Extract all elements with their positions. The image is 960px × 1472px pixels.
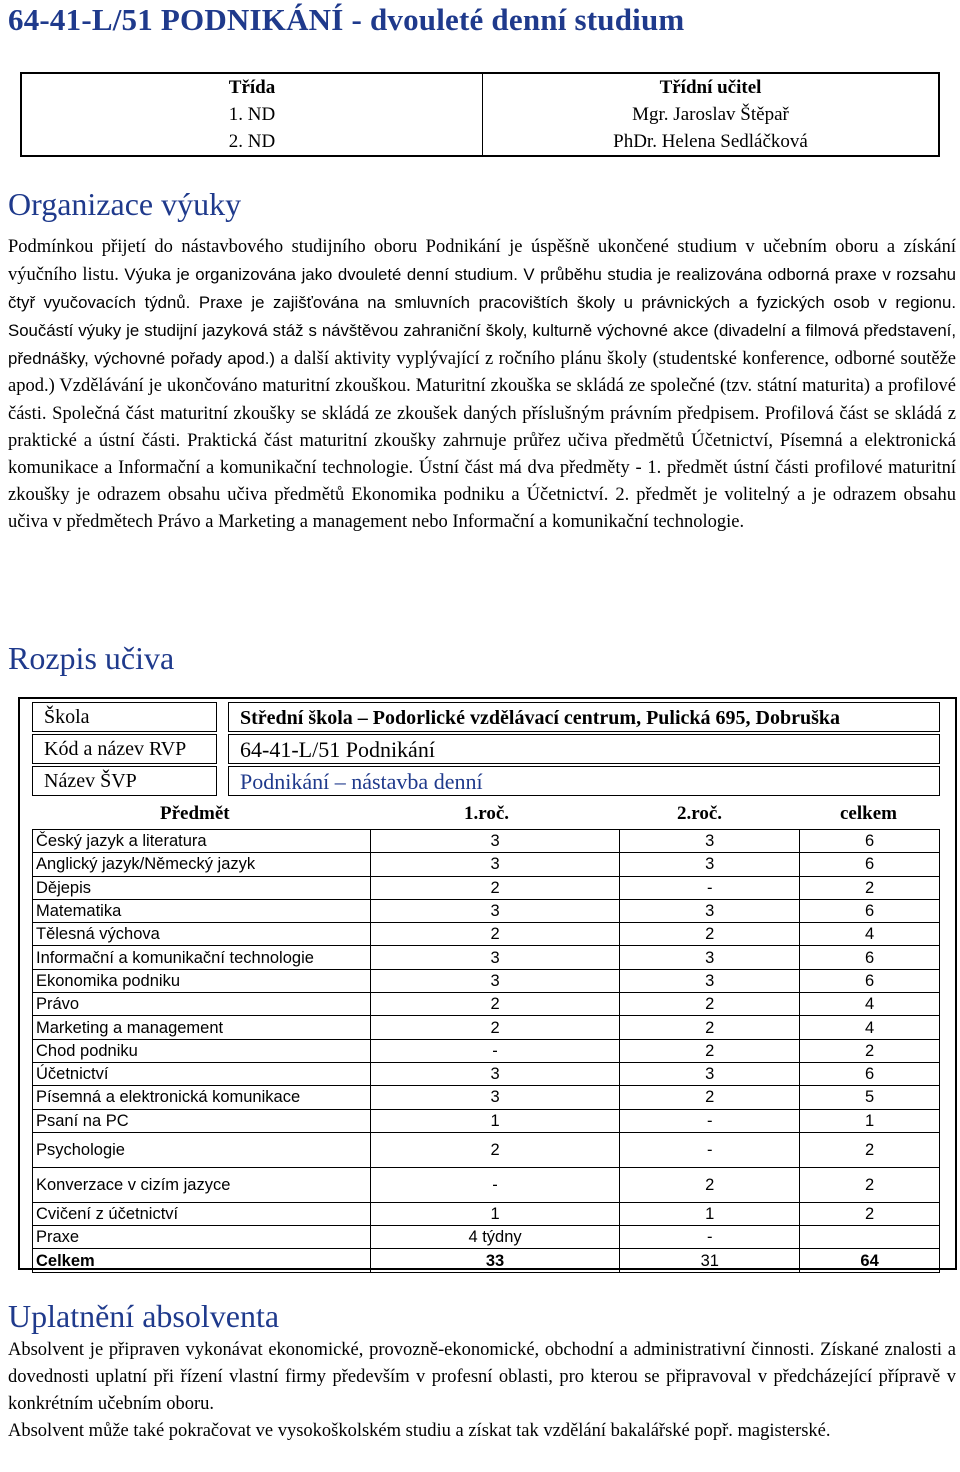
total-hours: 5 xyxy=(800,1086,940,1109)
year2-hours: 3 xyxy=(620,946,800,969)
teacher-column-header: Třídní učitel xyxy=(659,77,762,98)
table-row xyxy=(33,993,940,1016)
year2-hours: - xyxy=(620,1132,800,1167)
subject-name: Ekonomika podniku xyxy=(33,969,371,992)
total-hours: 2 xyxy=(800,1202,940,1225)
total-label: Celkem xyxy=(33,1249,371,1272)
total-hours: 2 xyxy=(800,1132,940,1167)
school-value: Střední škola – Podorlické vzdělávací centrum, Pulická 695, Dobruška xyxy=(228,702,940,732)
year1-hours: 3 xyxy=(370,969,620,992)
subject-name: Konverzace v cizím jazyce xyxy=(33,1167,371,1202)
year1-hours: 3 xyxy=(370,946,620,969)
total-hours: 6 xyxy=(800,1062,940,1085)
year2-hours: - xyxy=(620,1226,800,1249)
total-hours: 2 xyxy=(800,1167,940,1202)
class-teacher-table xyxy=(20,72,940,157)
total-row xyxy=(33,1249,940,1272)
subject-name: Praxe xyxy=(33,1226,371,1249)
graduate-text xyxy=(8,1337,956,1445)
subject-column-header: Předmět xyxy=(160,803,230,824)
organization-text-a: Podmínkou přijetí do nástavbového studijního oboru Podnikání je úspěšně ukončené studium v učebním oboru a získání výučního listu. xyxy=(8,237,956,286)
year1-hours: - xyxy=(370,1039,620,1062)
year2-hours: 3 xyxy=(620,899,800,922)
year2-hours: 2 xyxy=(620,1167,800,1202)
total-column-header: celkem xyxy=(840,803,897,824)
year2-hours: 3 xyxy=(620,830,800,853)
table-row xyxy=(33,923,940,946)
year2-column-header: 2.roč. xyxy=(677,803,723,824)
total-sum: 64 xyxy=(800,1249,940,1272)
graduate-text-1: Absolvent je připraven vykonávat ekonomické, provozně-ekonomické, obchodní a administrativní činnosti. xyxy=(8,1340,815,1360)
subject-name: Český jazyk a literatura xyxy=(33,830,371,853)
table-row xyxy=(21,128,939,156)
table-row xyxy=(33,1086,940,1109)
table-row xyxy=(21,101,939,128)
total-hours: 4 xyxy=(800,1016,940,1039)
class-cell: 2. ND xyxy=(21,128,483,156)
curriculum-box xyxy=(18,697,957,1270)
year2-hours: 3 xyxy=(620,969,800,992)
total-hours: 6 xyxy=(800,946,940,969)
subject-name: Psychologie xyxy=(33,1132,371,1167)
table-row xyxy=(33,1226,940,1249)
curriculum-heading: Rozpis učiva xyxy=(8,640,175,676)
subject-name: Anglický jazyk/Německý jazyk xyxy=(33,853,371,876)
table-row xyxy=(33,1062,940,1085)
subject-table-header xyxy=(32,803,940,827)
svp-label: Název ŠVP xyxy=(32,766,217,796)
table-row xyxy=(33,1132,940,1167)
year1-hours: 2 xyxy=(370,1016,620,1039)
table-row xyxy=(33,1202,940,1225)
year1-hours: 2 xyxy=(370,993,620,1016)
year1-column-header: 1.roč. xyxy=(464,803,510,824)
year2-hours: 2 xyxy=(620,993,800,1016)
subject-name: Matematika xyxy=(33,899,371,922)
table-header-row xyxy=(21,73,939,101)
svp-value: Podnikání – nástavba denní xyxy=(228,766,940,796)
year1-hours: 3 xyxy=(370,853,620,876)
total-hours: 4 xyxy=(800,993,940,1016)
year2-hours: 2 xyxy=(620,1016,800,1039)
table-row xyxy=(33,853,940,876)
total-hours: 2 xyxy=(800,876,940,899)
subject-name: Dějepis xyxy=(33,876,371,899)
school-label: Škola xyxy=(32,702,217,732)
year2-hours: 3 xyxy=(620,853,800,876)
year2-hours: 1 xyxy=(620,1202,800,1225)
total-year1: 33 xyxy=(370,1249,620,1272)
table-row xyxy=(33,830,940,853)
subject-name: Právo xyxy=(33,993,371,1016)
graduate-heading: Uplatnění absolventa xyxy=(8,1298,280,1334)
year2-hours: 2 xyxy=(620,923,800,946)
table-row xyxy=(33,899,940,922)
subject-name: Písemná a elektronická komunikace xyxy=(33,1086,371,1109)
year2-hours: - xyxy=(620,876,800,899)
teacher-cell: PhDr. Helena Sedláčková xyxy=(613,131,808,152)
year1-hours: 4 týdny xyxy=(370,1226,620,1249)
teacher-cell: Mgr. Jaroslav Štěpař xyxy=(632,104,789,125)
year2-hours: 2 xyxy=(620,1039,800,1062)
total-hours: 6 xyxy=(800,899,940,922)
organization-text-c: a další aktivity vyplývající z ročního plánu školy (studentské konference, odborné soutěže apod.) Vzdělávání je ukončováno maturitní zkouškou. Maturitní zkouška se skládá ze společné (tzv. státní maturita) a profilové části. Společná část maturitní zkoušky se skládá ze zkoušek daných příslušným právním předpisem. Profilová část se skládá z praktické a ústní části. Praktická část maturitní zkoušky zahrnuje průřez učiva předmětů Účetnictví, Písemná a elektronická komunikace a Informační a komunikační technologie. Ústní část má dva předměty - 1. předmět ústní části profilové maturitní zkoušky je odrazem obsahu učiva předmětů Ekonomika podniku a Účetnictví. 2. předmět je volitelný a je odrazem obsahu učiva v předmětech Právo a Marketing a management nebo Informační a komunikační technologie. xyxy=(8,349,956,532)
year2-hours: 2 xyxy=(620,1086,800,1109)
subject-name: Marketing a management xyxy=(33,1016,371,1039)
year1-hours: 2 xyxy=(370,923,620,946)
class-column-header: Třída xyxy=(21,73,483,101)
table-row xyxy=(33,946,940,969)
year2-hours: - xyxy=(620,1109,800,1132)
table-row xyxy=(33,1016,940,1039)
rvp-label: Kód a název RVP xyxy=(32,734,217,764)
total-hours: 2 xyxy=(800,1039,940,1062)
table-row xyxy=(33,876,940,899)
total-hours xyxy=(800,1226,940,1249)
subject-table xyxy=(32,829,940,1273)
organization-text-b: Výuka je organizována jako dvouleté denní studium. V průběhu studia je realizována odborná praxe v rozsahu čtyř vyučovacích týdnů. Praxe je zajišťována na smluvních pracovištích školy u právnických a fyzických osob v regionu. Součástí výuky je studijní jazyková stáž s návštěvou zahraniční školy, kulturně výchovné akce (divadelní a filmová představení, přednášky, výchovné pořady apod.) xyxy=(8,265,956,369)
year1-hours: 2 xyxy=(370,1132,620,1167)
table-row xyxy=(33,969,940,992)
subject-name: Účetnictví xyxy=(33,1062,371,1085)
graduate-text-2: Získané znalosti a dovednosti uplatní při řízení vlastní firmy především v profesní oblasti, pro kterou se připravoval v předcházející přípravě v konkrétním učebním oboru. xyxy=(8,1340,956,1414)
year2-hours: 3 xyxy=(620,1062,800,1085)
year1-hours: 1 xyxy=(370,1202,620,1225)
total-hours: 6 xyxy=(800,830,940,853)
year1-hours: 3 xyxy=(370,899,620,922)
total-hours: 6 xyxy=(800,853,940,876)
subject-name: Cvičení z účetnictví xyxy=(33,1202,371,1225)
table-row xyxy=(33,1109,940,1132)
total-hours: 6 xyxy=(800,969,940,992)
subject-name: Chod podniku xyxy=(33,1039,371,1062)
total-hours: 4 xyxy=(800,923,940,946)
year1-hours: 2 xyxy=(370,876,620,899)
organization-heading: Organizace výuky xyxy=(8,186,242,222)
class-cell: 1. ND xyxy=(21,101,483,128)
subject-name: Tělesná výchova xyxy=(33,923,371,946)
subject-name: Informační a komunikační technologie xyxy=(33,946,371,969)
year1-hours: 3 xyxy=(370,830,620,853)
total-year2: 31 xyxy=(620,1249,800,1272)
year1-hours: 3 xyxy=(370,1062,620,1085)
year1-hours: 3 xyxy=(370,1086,620,1109)
table-row xyxy=(33,1039,940,1062)
rvp-value: 64-41-L/51 Podnikání xyxy=(228,734,940,764)
subject-name: Psaní na PC xyxy=(33,1109,371,1132)
page-title: 64-41-L/51 PODNIKÁNÍ - dvouleté denní studium xyxy=(8,2,685,37)
graduate-text-3: Absolvent může také pokračovat ve vysokoškolském studiu a získat tak vzdělání bakalářské popř. magisterské. xyxy=(8,1421,831,1441)
total-hours: 1 xyxy=(800,1109,940,1132)
year1-hours: - xyxy=(370,1167,620,1202)
table-row xyxy=(33,1167,940,1202)
year1-hours: 1 xyxy=(370,1109,620,1132)
organization-text xyxy=(8,234,956,536)
